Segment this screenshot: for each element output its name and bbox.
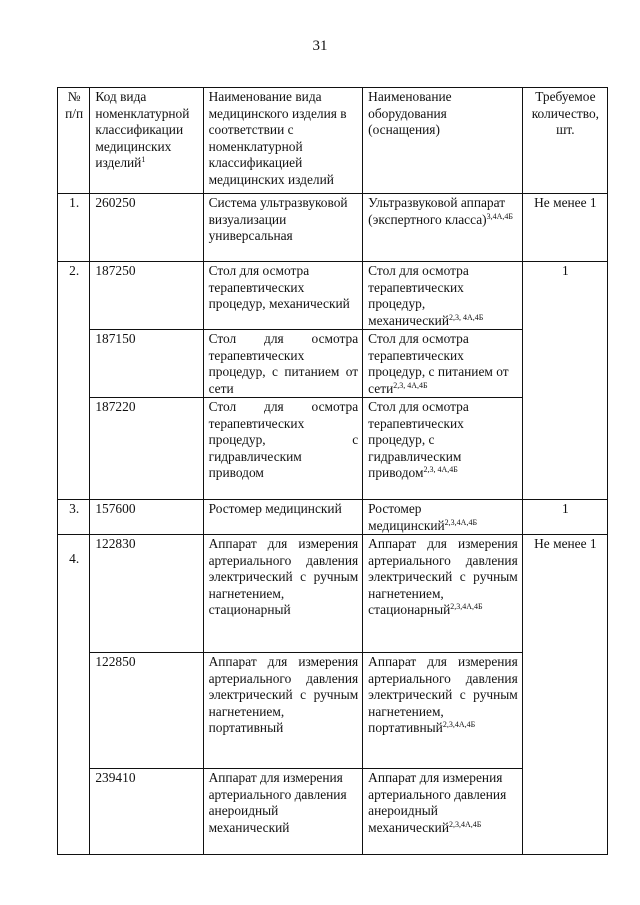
row-code: 187150 bbox=[90, 330, 203, 398]
header-quantity: Требуемое количество, шт. bbox=[522, 88, 607, 194]
row-equipment bbox=[363, 330, 523, 398]
row-num: 3. bbox=[58, 500, 90, 535]
row-code: 122850 bbox=[90, 653, 203, 769]
equipment-text: Аппарат для измерения артериального давления электрический с ручным нагнетением, стационарный bbox=[368, 536, 518, 617]
page-number: 31 bbox=[312, 38, 328, 54]
equipment-text: Аппарат для измерения артериального давления анероидный механический bbox=[368, 770, 507, 835]
row-code: 239410 bbox=[90, 769, 203, 855]
row-quantity: Не менее 1 bbox=[522, 194, 607, 262]
footnote-ref: 2,3,4А,4Б bbox=[444, 517, 478, 527]
table-row bbox=[58, 500, 608, 535]
row-device-name: Стол для осмотра терапевтических процедур, механический bbox=[203, 262, 363, 330]
row-code: 122830 bbox=[90, 535, 203, 653]
row-equipment bbox=[363, 653, 523, 769]
equipment-text: Ростомер медицинский bbox=[368, 501, 445, 533]
equipment-text: Ультразвуковой аппарат (экспертного класса) bbox=[368, 195, 506, 227]
footnote-ref: 2,3, 4А,4Б bbox=[423, 465, 458, 474]
header-code-sup: 1 bbox=[141, 155, 146, 164]
footnote-ref: 3,4А,4Б bbox=[486, 211, 513, 221]
row-code: 187250 bbox=[90, 262, 203, 330]
table-row bbox=[58, 262, 608, 330]
footnote-ref: 2,3,4А,4Б bbox=[450, 602, 483, 611]
row-code: 260250 bbox=[90, 194, 203, 262]
equipment-text: Аппарат для измерения артериального давления электрический с ручным нагнетением, портативный bbox=[368, 654, 518, 735]
row-device-name: Система ультразвуковой визуализации универсальная bbox=[203, 194, 363, 262]
table-row bbox=[58, 194, 608, 262]
row-code: 157600 bbox=[90, 500, 203, 535]
row-code: 187220 bbox=[90, 398, 203, 500]
row-device-name: Стол для осмотра терапевтических процедур, с питанием от сети bbox=[203, 330, 363, 398]
row-equipment bbox=[363, 262, 523, 330]
header-device-name: Наименование вида медицинского изделия в соответствии с номенклатурной классификацией медицинских изделий bbox=[203, 88, 363, 194]
header-equipment: Наименование оборудования (оснащения) bbox=[363, 88, 523, 194]
row-num: 4. bbox=[58, 535, 90, 855]
row-device-name: Аппарат для измерения артериального давления электрический с ручным нагнетением, портативный bbox=[203, 653, 363, 769]
table-row bbox=[58, 535, 608, 653]
row-device-name: Стол для осмотра терапевтических процедур, с гидравлическим приводом bbox=[203, 398, 363, 500]
row-device-name: Ростомер медицинский bbox=[203, 500, 363, 535]
footnote-ref: 2,3,4А,4Б bbox=[442, 720, 476, 729]
header-code bbox=[90, 88, 203, 194]
footnote-ref: 2,3,4А,4Б bbox=[449, 819, 482, 829]
equipment-text: Стол для осмотра терапевтических процедур, с питанием от сети bbox=[368, 331, 509, 396]
row-num: 1. bbox=[58, 194, 90, 262]
equipment-text: Стол для осмотра терапевтических процедур, механический bbox=[368, 263, 469, 328]
equipment-table bbox=[57, 87, 608, 855]
row-num: 2. bbox=[58, 262, 90, 500]
row-device-name: Аппарат для измерения артериального давления анероидный механический bbox=[203, 769, 363, 855]
header-num: № п/п bbox=[58, 88, 90, 194]
row-quantity: 1 bbox=[522, 500, 607, 535]
footnote-ref: 2,3, 4А,4Б bbox=[393, 380, 428, 390]
row-equipment bbox=[363, 398, 523, 500]
row-quantity: 1 bbox=[522, 262, 607, 500]
row-device-name: Аппарат для измерения артериального давления электрический с ручным нагнетением, стационарный bbox=[203, 535, 363, 653]
footnote-ref: 2,3, 4А,4Б bbox=[449, 312, 484, 322]
equipment-text: Стол для осмотра терапевтических процедур, с гидравлическим приводом bbox=[368, 399, 469, 480]
row-quantity: Не менее 1 bbox=[522, 535, 607, 855]
row-equipment bbox=[363, 535, 523, 653]
header-code-text: Код вида номенклатурной классификации медицинских изделий bbox=[95, 89, 190, 170]
row-equipment bbox=[363, 194, 523, 262]
row-equipment bbox=[363, 769, 523, 855]
table-header-row bbox=[58, 88, 608, 194]
row-equipment bbox=[363, 500, 523, 535]
